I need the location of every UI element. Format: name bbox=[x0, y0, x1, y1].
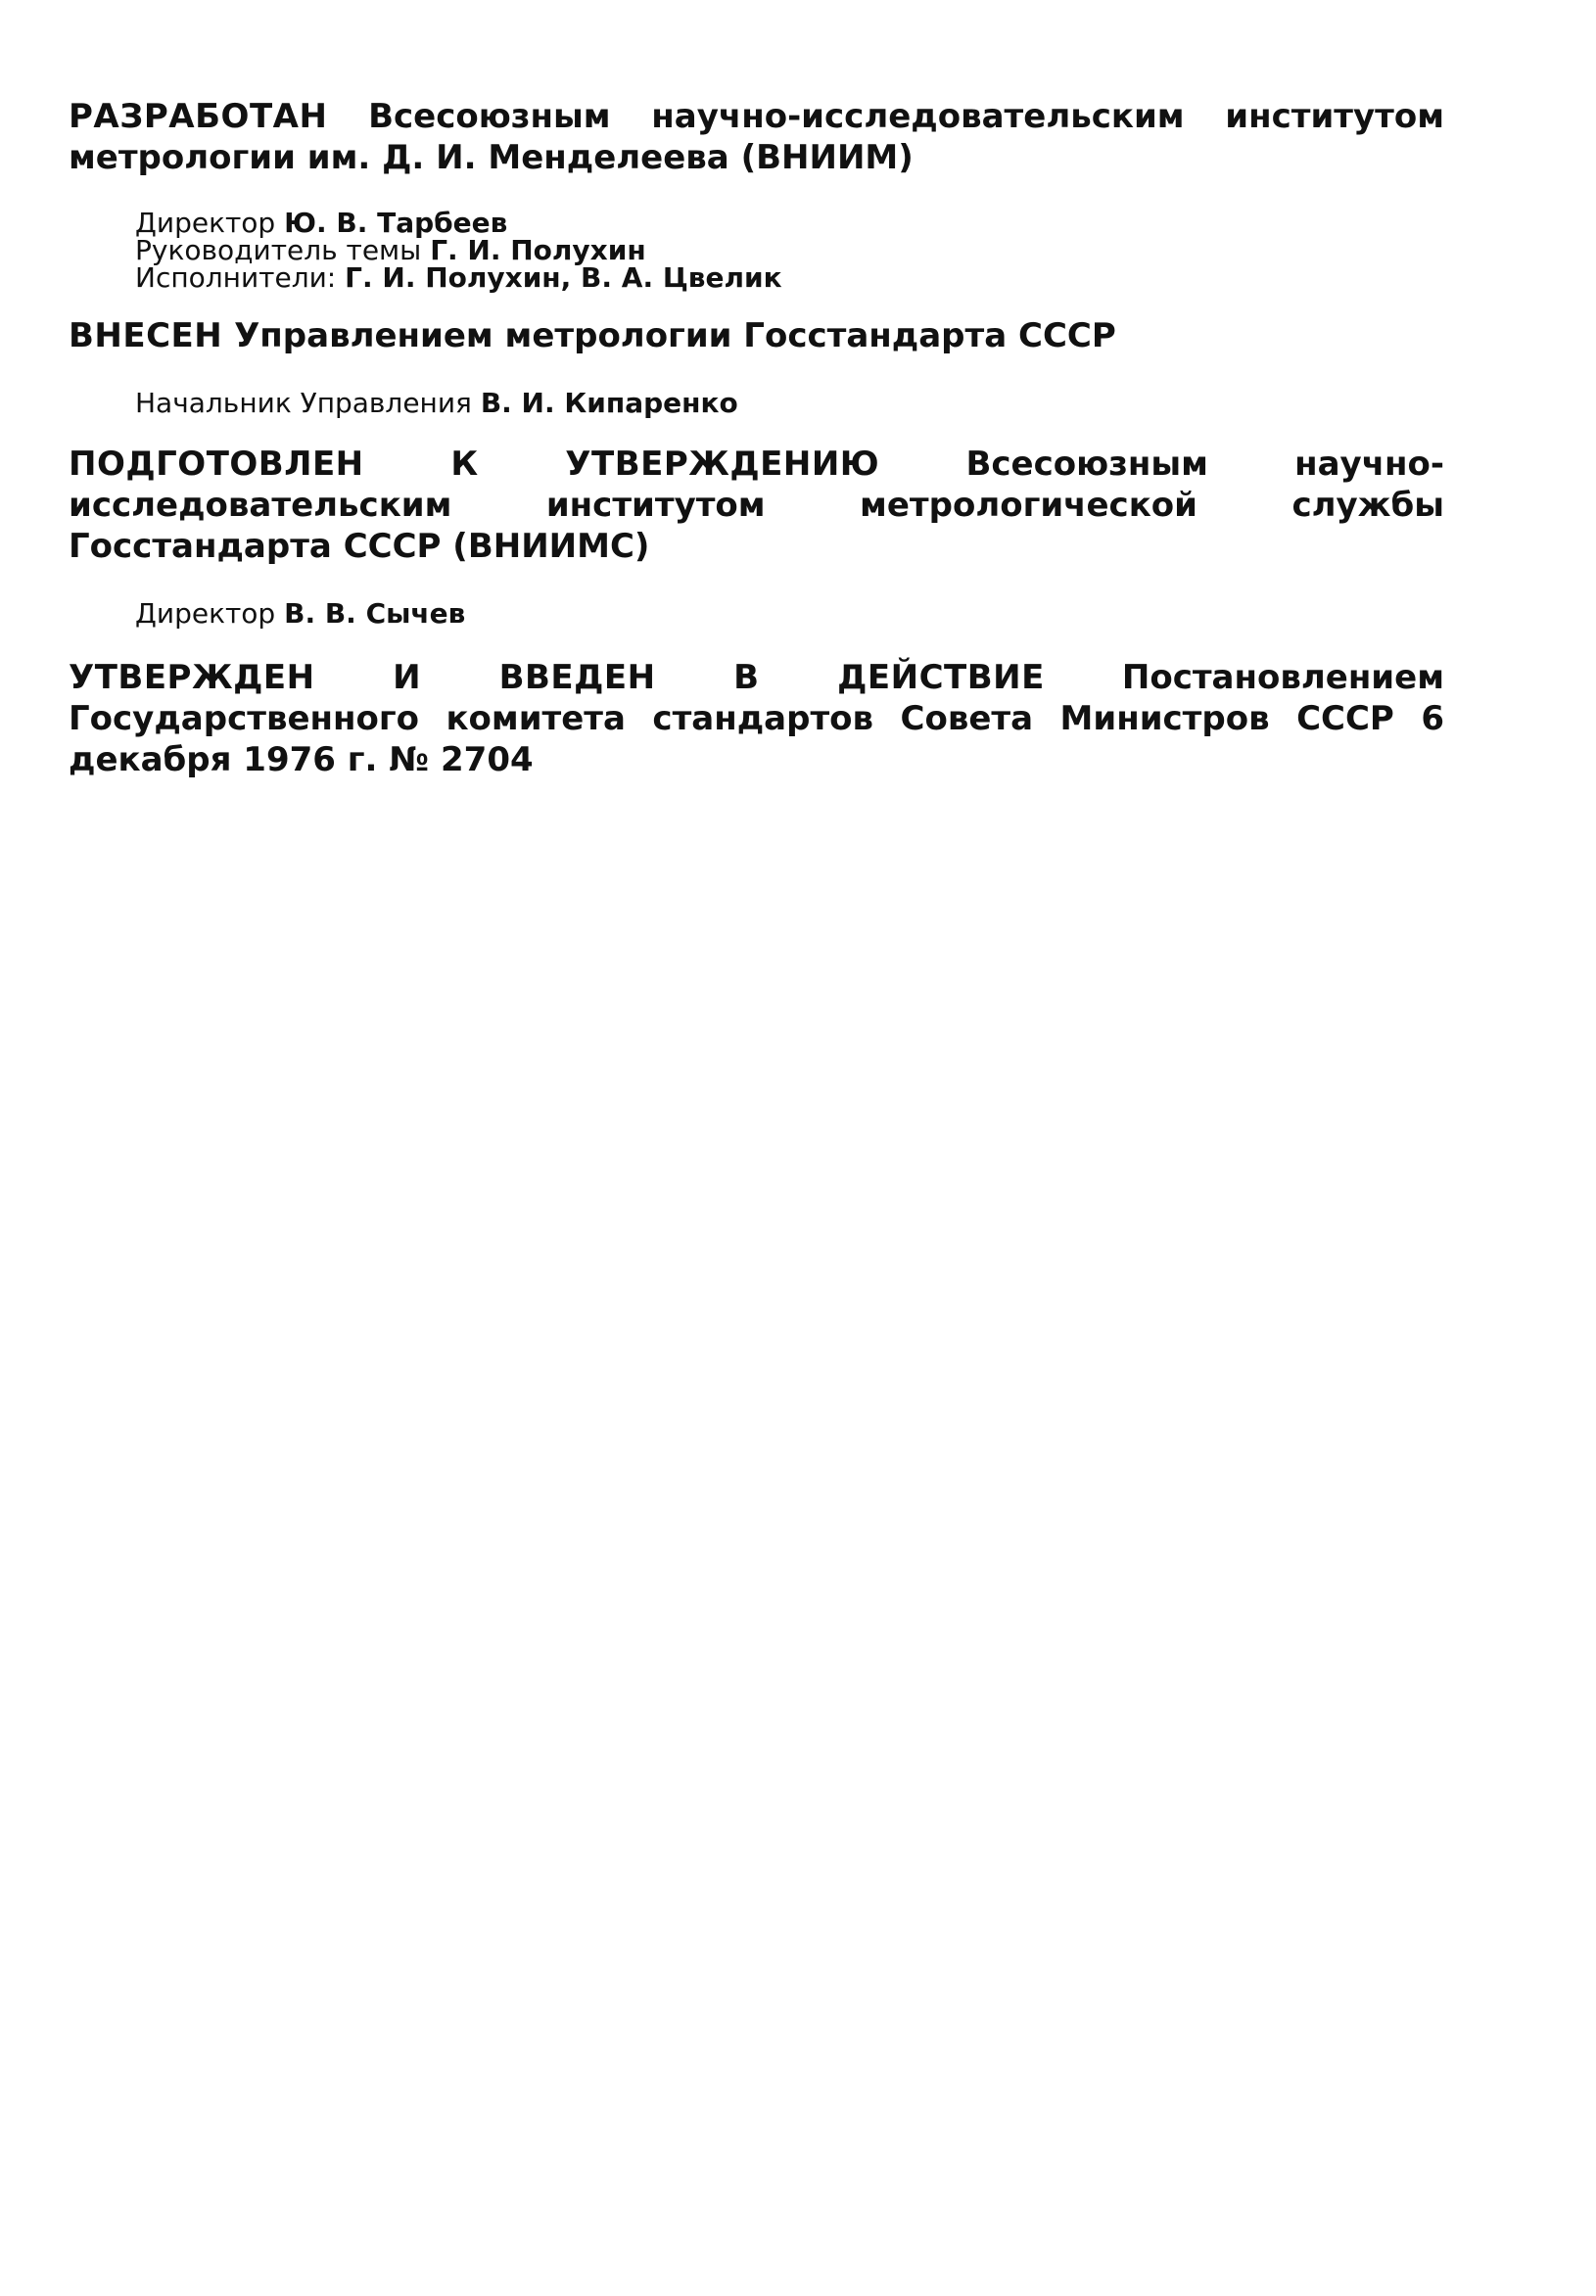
section-introduced bbox=[69, 315, 1444, 417]
person-name: В. В. Сычев bbox=[284, 597, 466, 630]
prepared-person-1 bbox=[135, 597, 1444, 630]
developed-person-3 bbox=[135, 261, 1444, 294]
prepared-keyword: ПОДГОТОВЛЕН К УТВЕРЖДЕНИЮ bbox=[69, 445, 880, 484]
person-role: Директор bbox=[135, 207, 276, 239]
approved-keyword: УТВЕРЖДЕН И ВВЕДЕН В ДЕЙСТВИЕ bbox=[69, 658, 1045, 697]
person-name: Г. И. Полухин bbox=[430, 234, 646, 266]
developed-paragraph bbox=[69, 96, 1444, 178]
person-role: Начальник Управления bbox=[135, 387, 472, 419]
introduced-paragraph bbox=[69, 315, 1444, 356]
introduced-people-list bbox=[69, 387, 1444, 419]
introduced-person-1 bbox=[135, 387, 1444, 419]
developed-person-1 bbox=[135, 207, 1444, 239]
prepared-people-list bbox=[69, 597, 1444, 630]
person-name: В. И. Кипаренко bbox=[480, 387, 738, 419]
introduced-keyword: ВНЕСЕН bbox=[69, 316, 223, 355]
prepared-paragraph bbox=[69, 444, 1444, 567]
person-role: Исполнители: bbox=[135, 261, 337, 294]
section-approved bbox=[69, 657, 1444, 780]
document-page bbox=[69, 96, 1444, 780]
approved-text: Постановлением Государственного комитета стандартов Совета Министров СССР 6 декабря 1976 г. № 2704 bbox=[69, 658, 1444, 779]
prepared-text: Всесоюзным научно-исследовательским институтом метрологической службы Госстандарта СССР (ВНИИМС) bbox=[69, 445, 1445, 566]
developed-text: Всесоюзным научно-исследовательским институтом метрологии им. Д. И. Менделеева (ВНИИМ) bbox=[69, 97, 1444, 177]
approved-paragraph bbox=[69, 657, 1444, 780]
developed-people-list bbox=[69, 207, 1444, 294]
person-name: Г. И. Полухин, В. А. Цвелик bbox=[345, 261, 782, 294]
developed-keyword: РАЗРАБОТАН bbox=[69, 97, 328, 136]
person-role: Директор bbox=[135, 597, 276, 630]
section-prepared bbox=[69, 444, 1444, 628]
developed-person-2 bbox=[135, 234, 1444, 266]
section-developed bbox=[69, 96, 1444, 292]
person-name: Ю. В. Тарбеев bbox=[284, 207, 508, 239]
introduced-text: Управлением метрологии Госстандарта СССР bbox=[234, 316, 1116, 355]
person-role: Руководитель темы bbox=[135, 234, 422, 266]
